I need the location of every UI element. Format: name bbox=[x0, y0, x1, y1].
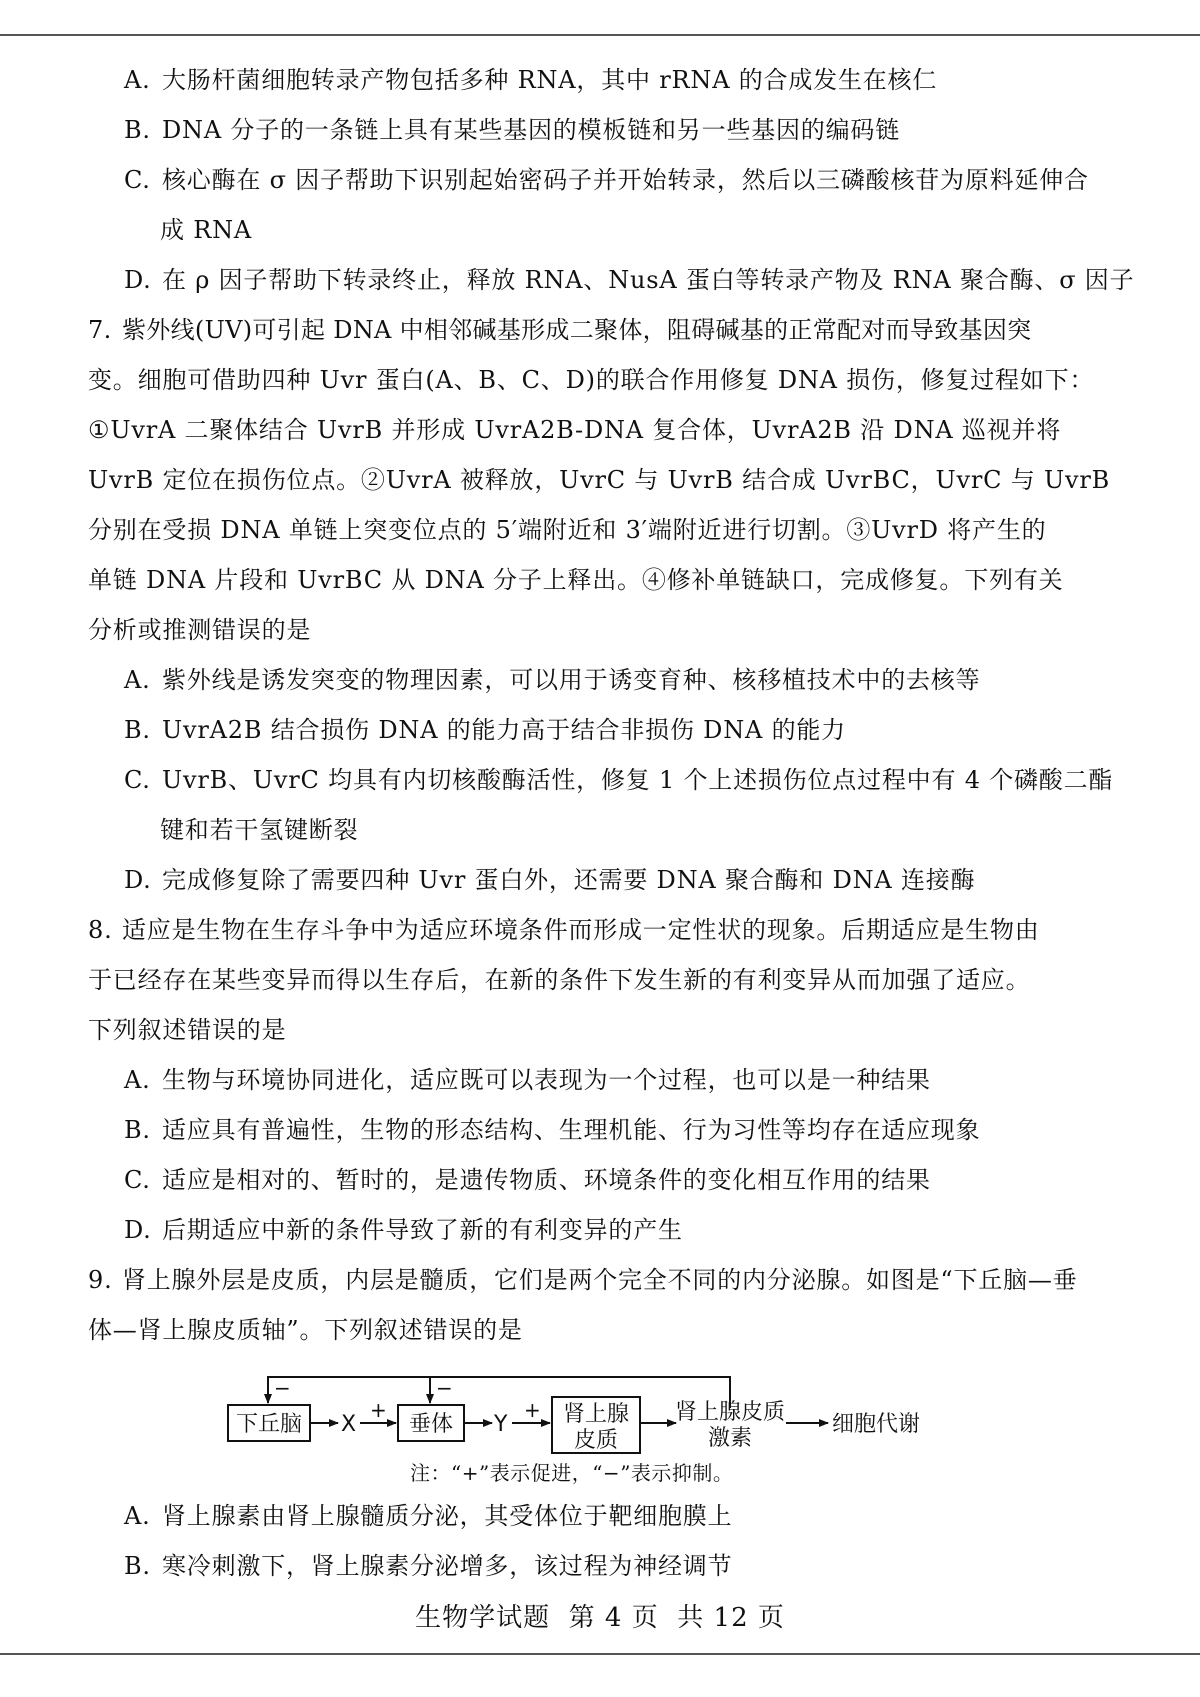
option-text: 肾上腺素由肾上腺髓质分泌，其受体位于靶细胞膜上 bbox=[162, 1502, 733, 1530]
option-label: A. bbox=[124, 1502, 151, 1530]
q7-option-c-continued: 键和若干氢键断裂 bbox=[160, 816, 359, 844]
cell-metabolism-label: 细胞代谢 bbox=[832, 1412, 921, 1437]
option-text: 寒冷刺激下，肾上腺素分泌增多，该过程为神经调节 bbox=[162, 1552, 733, 1580]
adrenal-cortex-label: 皮质 bbox=[573, 1428, 619, 1453]
q8-stem-line bbox=[88, 905, 1128, 955]
q7-stem-line: UvrB 定位在损伤位点。②UvrA 被释放，UvrC 与 UvrB 结合成 UvrBC，UvrC 与 UvrB bbox=[88, 466, 1111, 494]
page-footer bbox=[0, 1597, 1200, 1634]
option-label: B. bbox=[124, 1116, 151, 1144]
option-text: 紫外线是诱发突变的物理因素，可以用于诱变育种、核移植技术中的去核等 bbox=[162, 666, 981, 694]
q8-stem-line: 下列叙述错误的是 bbox=[88, 1016, 287, 1044]
q6-option-c bbox=[88, 155, 1128, 205]
option-label: D. bbox=[124, 266, 152, 294]
q7-option-c bbox=[88, 755, 1128, 805]
option-text: 在 ρ 因子帮助下转录终止，释放 RNA、NusA 蛋白等转录产物及 RNA 聚合酶、σ 因子 bbox=[162, 266, 1135, 294]
q9-stem-line bbox=[88, 1255, 1128, 1305]
promote-sign: + bbox=[524, 1398, 541, 1422]
promote-sign: + bbox=[370, 1398, 387, 1422]
option-label: D. bbox=[124, 866, 152, 894]
q9-option-a bbox=[88, 1491, 1128, 1541]
q8-stem-line: 于已经存在某些变异而得以生存后，在新的条件下发生新的有利变异从而加强了适应。 bbox=[88, 966, 1031, 994]
option-text: 适应是相对的、暂时的，是遗传物质、环境条件的变化相互作用的结果 bbox=[162, 1166, 931, 1194]
option-label: B. bbox=[124, 116, 151, 144]
q7-stem-line: 分别在受损 DNA 单链上突变位点的 5′端附近和 3′端附近进行切割。③UvrD 将产生的 bbox=[88, 516, 1047, 544]
q7-option-d bbox=[88, 855, 1128, 905]
q7-stem-line: ①UvrA 二聚体结合 UvrB 并形成 UvrA2B-DNA 复合体，UvrA2B 沿 DNA 巡视并将 bbox=[88, 416, 1062, 444]
q6-option-c-continued: 成 RNA bbox=[160, 216, 253, 244]
option-label: C. bbox=[124, 166, 151, 194]
q6-option-d bbox=[88, 255, 1135, 305]
hypothalamus-label: 下丘脑 bbox=[235, 1412, 303, 1437]
footer-total-pages: 共 12 页 bbox=[677, 1603, 785, 1633]
cortical-hormone-label: 肾上腺皮质 bbox=[674, 1400, 786, 1425]
q7-stem-line: 单链 DNA 片段和 UvrBC 从 DNA 分子上释出。④修补单链缺口，完成修复。下列有关 bbox=[88, 566, 1064, 594]
q9-stem-line: 体—肾上腺皮质轴”。下列叙述错误的是 bbox=[88, 1316, 523, 1344]
q7-stem-line bbox=[88, 305, 1128, 355]
option-text: 大肠杆菌细胞转录产物包括多种 RNA，其中 rRNA 的合成发生在核仁 bbox=[162, 66, 938, 94]
q8-option-b bbox=[88, 1105, 1128, 1155]
q7-stem-line: 分析或推测错误的是 bbox=[88, 616, 312, 644]
option-label: B. bbox=[124, 1552, 151, 1580]
option-label: A. bbox=[124, 666, 151, 694]
hormone-y-label: Y bbox=[494, 1412, 508, 1437]
q8-option-c bbox=[88, 1155, 1128, 1205]
q7-option-a bbox=[88, 655, 1128, 705]
q7-stem-line: 变。细胞可借助四种 Uvr 蛋白(A、B、C、D)的联合作用修复 DNA 损伤，修复过程如下： bbox=[88, 366, 1095, 394]
option-text: 适应具有普遍性，生物的形态结构、生理机能、行为习性等均存在适应现象 bbox=[162, 1116, 981, 1144]
q9-option-b bbox=[88, 1541, 1128, 1591]
option-text: 完成修复除了需要四种 Uvr 蛋白外，还需要 DNA 聚合酶和 DNA 连接酶 bbox=[162, 866, 976, 894]
option-label: C. bbox=[124, 766, 151, 794]
question-number: 8. bbox=[88, 916, 113, 944]
hormone-x-label: X bbox=[341, 1412, 357, 1437]
top-rule bbox=[0, 34, 1200, 36]
stem-text: 适应是生物在生存斗争中为适应环境条件而形成一定性状的现象。后期适应是生物由 bbox=[122, 916, 1040, 944]
question-number: 7. bbox=[88, 316, 112, 344]
option-text: UvrB、UvrC 均具有内切核酸酶活性，修复 1 个上述损伤位点过程中有 4 个磷酸二酯 bbox=[162, 766, 1114, 794]
option-text: 生物与环境协同进化，适应既可以表现为一个过程，也可以是一种结果 bbox=[162, 1066, 931, 1094]
cortical-hormone-label: 激素 bbox=[707, 1426, 753, 1451]
option-text: UvrA2B 结合损伤 DNA 的能力高于结合非损伤 DNA 的能力 bbox=[162, 716, 846, 744]
q6-option-a bbox=[88, 55, 1128, 105]
option-label: B. bbox=[124, 716, 151, 744]
hpa-axis-diagram bbox=[88, 1355, 1128, 1491]
footer-subject: 生物学试题 bbox=[415, 1603, 551, 1633]
option-label: A. bbox=[124, 66, 151, 94]
exam-page bbox=[88, 55, 1135, 1591]
adrenal-cortex-label: 肾上腺 bbox=[562, 1402, 630, 1427]
footer-page-number: 第 4 页 bbox=[568, 1603, 659, 1633]
pituitary-label: 垂体 bbox=[408, 1412, 454, 1437]
inhibit-sign: − bbox=[274, 1376, 291, 1400]
q6-option-b bbox=[88, 105, 1128, 155]
question-number: 9. bbox=[88, 1266, 113, 1294]
q7-option-b bbox=[88, 705, 1128, 755]
stem-text: 肾上腺外层是皮质，内层是髓质，它们是两个完全不同的内分泌腺。如图是“下丘脑—垂 bbox=[122, 1266, 1078, 1294]
option-text: DNA 分子的一条链上具有某些基因的模板链和另一些基因的编码链 bbox=[162, 116, 901, 144]
feedback-line bbox=[268, 1377, 730, 1408]
q8-option-d bbox=[88, 1205, 1128, 1255]
option-text: 核心酶在 σ 因子帮助下识别起始密码子并开始转录，然后以三磷酸核苷为原料延伸合 bbox=[162, 166, 1089, 194]
bottom-rule bbox=[0, 1653, 1200, 1655]
option-label: A. bbox=[124, 1066, 151, 1094]
option-text: 后期适应中新的条件导致了新的有利变异的产生 bbox=[162, 1216, 683, 1244]
q8-option-a bbox=[88, 1055, 1128, 1105]
option-label: D. bbox=[124, 1216, 152, 1244]
inhibit-sign: − bbox=[436, 1376, 453, 1400]
diagram-note: 注：“+”表示促进，“−”表示抑制。 bbox=[410, 1461, 734, 1485]
stem-text: 紫外线(UV)可引起 DNA 中相邻碱基形成二聚体，阻碍碱基的正常配对而导致基因突 bbox=[122, 316, 1032, 344]
option-label: C. bbox=[124, 1166, 151, 1194]
